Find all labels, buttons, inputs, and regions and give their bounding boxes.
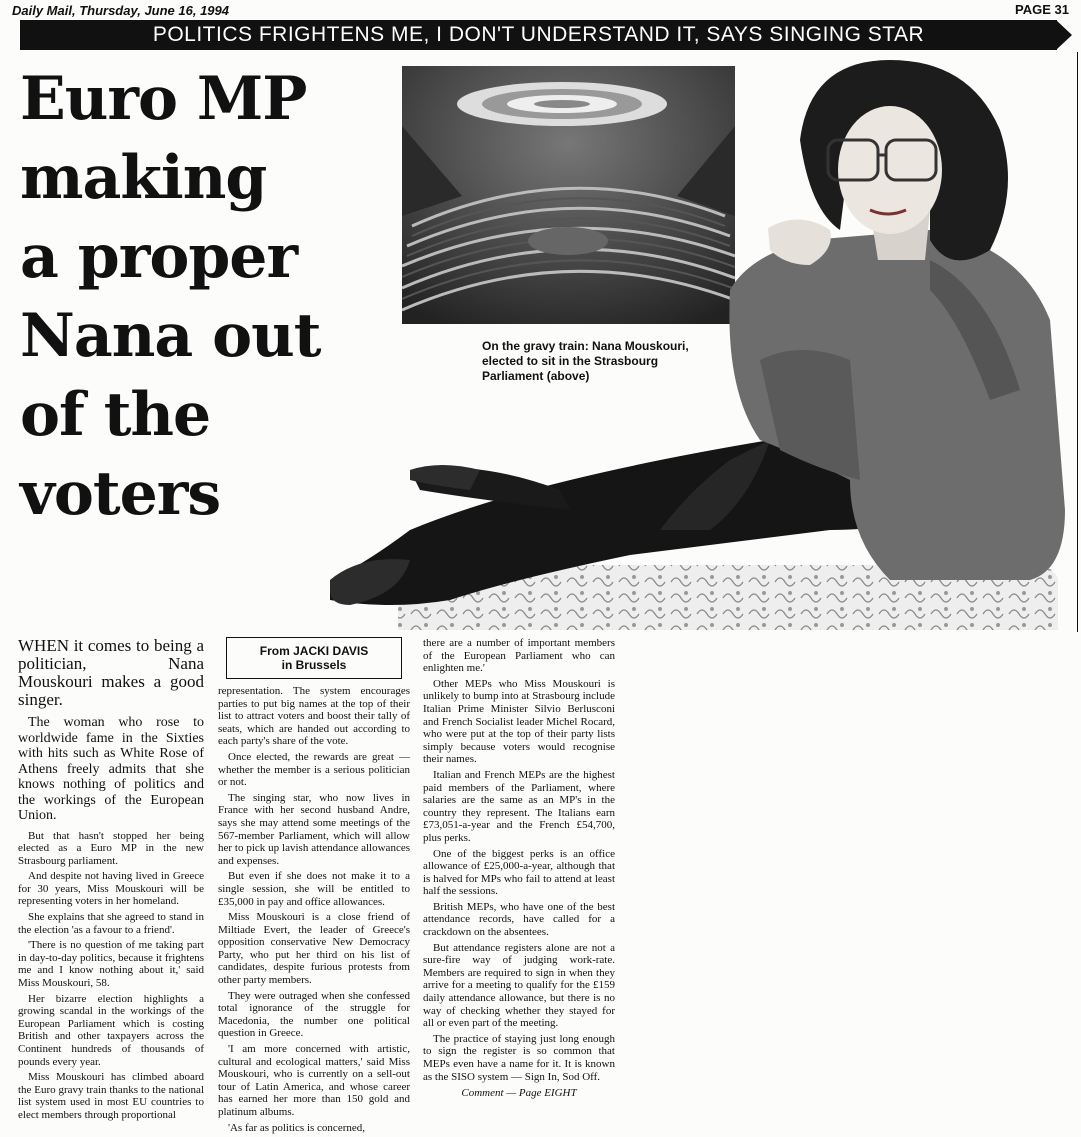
portrait-photo (330, 60, 1078, 632)
paragraph: The singing star, who now lives in France with her second husband Andre, says she may attend some meetings of the 567-member Parliament, which will allow her to pick up lavish attendance allowances and expenses. (218, 791, 410, 867)
paragraph: representation. The system encourages parties to put big names at the top of their list to attract voters and boost their tally of seats, which are handed out according to each party's share of the vote. (218, 685, 410, 748)
paragraph: Other MEPs who Miss Mouskouri is unlikely to bump into at Strasbourg include Italian Prime Minister Silvio Berlusconi and French Socialist leader Michel Rocard, who were put at the top of their party lists simply because voters would recognise their names. (423, 677, 615, 766)
paragraph: The practice of staying just long enough to sign the register is so common that MEPs even have a name for it. It is known as the SISO system — Sign In, Sod Off. (423, 1032, 615, 1083)
paragraph: Once elected, the rewards are great — whether the member is a serious politician or not. (218, 750, 410, 789)
paragraph: 'As far as politics is concerned, (228, 1121, 365, 1134)
paragraph: there are a number of important members of the European Parliament who can enlighten me.' (423, 637, 615, 675)
byline-box (226, 637, 402, 679)
article-body (18, 636, 618, 1134)
paragraph: They were outraged when she confessed total ignorance of the struggle for Macedonia, the number one political question in Greece. (218, 989, 410, 1040)
paragraph: 'I am more concerned with artistic, cultural and ecological matters,' said Miss Mouskouri, who is currently on a sell-out tour of Latin America, and whose career has earned her more than 150 gold and platinum albums. (218, 1043, 410, 1118)
page-number: PAGE 31 (1015, 2, 1069, 17)
paragraph: She explains that she agreed to stand in the election 'as a favour to a friend'. (18, 911, 204, 936)
paragraph: Miss Mouskouri is a close friend of Miltiade Evert, the leader of Greece's opposition conservative New Democracy Party, who put her third on his list of candidates, despite furious protests from other party members. (218, 911, 410, 987)
photo-caption: On the gravy train: Nana Mouskouri, elected to sit in the Strasbourg Parliament (above) (482, 339, 689, 383)
paragraph: One of the biggest perks is an office allowance of £25,000-a-year, although that is halved for MPs who fail to attend at least half the sessions. (423, 847, 615, 898)
headline-line: a proper (20, 222, 298, 292)
lead-paragraph: WHEN it comes to being a politician, Nana Mouskouri makes a good singer. (18, 636, 204, 709)
headline-line: Euro MP (20, 64, 307, 134)
byline-location: in Brussels (281, 658, 347, 672)
paragraph: Her bizarre election highlights a growing scandal in the workings of the European Parliament which is costing British and other taxpayers across the Continent hundreds of thousands of pounds every year. (18, 992, 204, 1068)
paragraph: But that hasn't stopped her being elected as a Euro MP in the new Strasbourg parliament. (18, 829, 204, 867)
article-column-1 (18, 637, 204, 1125)
banner-arrow (1056, 20, 1072, 50)
masthead: Daily Mail, Thursday, June 16, 1994 (12, 3, 230, 18)
byline-author: From JACKI DAVIS (259, 644, 369, 658)
article-column-3 (423, 637, 615, 1103)
paragraph: Italian and French MEPs are the highest paid members of the Parliament, where salaries are the same as an MP's in the country they represent. The Italians earn £73,051-a-year and the French £54,700, plus perks. (423, 768, 615, 844)
paragraph: And despite not having lived in Greece for 30 years, Miss Mouskouri will be representing voters in her homeland. (18, 870, 204, 908)
paragraph: 'There is no question of me taking part in day-to-day politics, because it frightens me and I know nothing about it,' said Miss Mouskouri, 58. (18, 939, 204, 990)
paragraph: Miss Mouskouri has climbed aboard the Euro gravy train thanks to the national list system used in most EU countries to elect members through proportional (18, 1071, 204, 1121)
headline-line: making (20, 143, 267, 213)
headline-line: of the (20, 380, 211, 450)
headline-line: voters (20, 459, 221, 529)
paragraph: But attendance registers alone are not a sure-fire way of judging work-rate. Members are required to sign in when they arrive for a meeting to qualify for the £159 daily attendance allowance, but there is no way of checking whether they stayed for all or even part of the meeting. (423, 941, 615, 1030)
article-column-2 (218, 637, 410, 1137)
paragraph: British MEPs, who have one of the best attendance records, have called for a crackdown on the absentees. (423, 900, 615, 939)
headline-line: Nana out (20, 301, 321, 371)
banner-strap: POLITICS FRIGHTENS ME, I DON'T UNDERSTAND IT, SAYS SINGING STAR (20, 20, 1057, 50)
paragraph: But even if she does not make it to a single session, she will be entitled to £35,000 in pay and office allowances. (218, 870, 410, 908)
standfirst-paragraph: The woman who rose to worldwide fame in the Sixties with hits such as White Rose of Athens freely admits that she knows nothing of politics and the workings of the European Union. (18, 715, 204, 823)
comment-signoff: Comment — Page EIGHT (461, 1087, 577, 1100)
